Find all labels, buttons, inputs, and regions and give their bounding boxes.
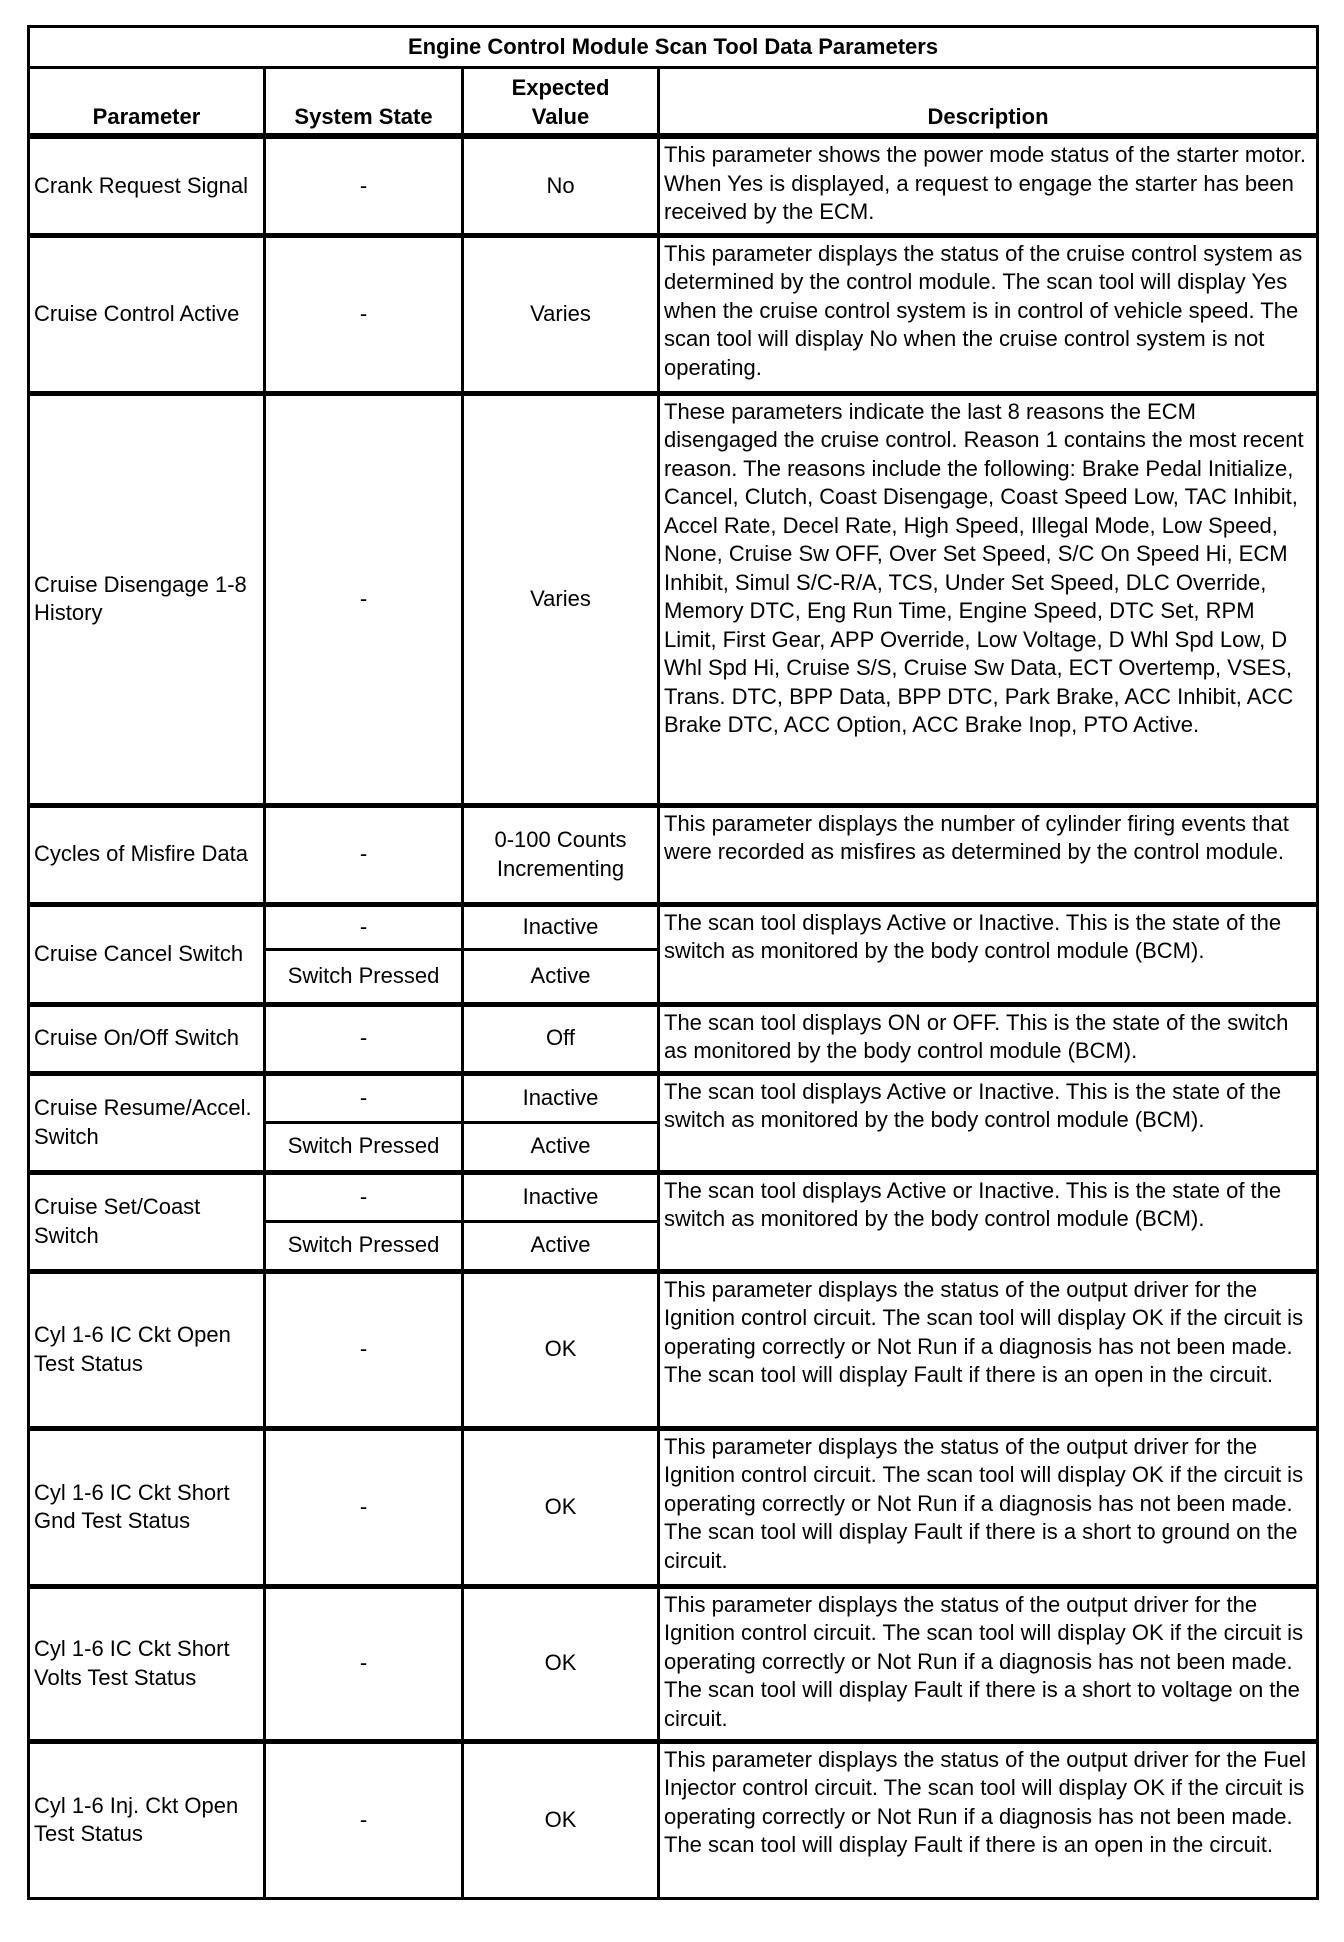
parameter-cell: Cycles of Misfire Data — [29, 805, 265, 904]
parameter-cell: Cyl 1-6 Inj. Ckt Open Test Status — [29, 1741, 265, 1898]
expected-value-cell: 0-100 Counts Incrementing — [463, 805, 659, 904]
system-state-cell: - — [265, 393, 463, 805]
description-cell: This parameter displays the status of the output driver for the Fuel Injector control circuit. The scan tool will display OK if the circuit is operating correctly or Not Run if a diagnosis has not been made. The scan tool will display Fault if there is an open in the circuit. — [659, 1741, 1318, 1898]
expected-value-cell: Inactive — [463, 1073, 659, 1122]
table-row — [29, 805, 1318, 904]
parameter-cell: Cruise Cancel Switch — [29, 904, 265, 1004]
description-cell: The scan tool displays Active or Inactive. This is the state of the switch as monitored by the body control module (BCM). — [659, 1073, 1318, 1172]
header-system-state: System State — [265, 68, 463, 137]
table-title: Engine Control Module Scan Tool Data Parameters — [29, 27, 1318, 68]
parameter-cell: Cruise Set/Coast Switch — [29, 1172, 265, 1271]
table-row — [29, 1172, 1318, 1221]
parameter-cell: Cruise On/Off Switch — [29, 1004, 265, 1073]
description-cell: This parameter displays the status of the output driver for the Ignition control circuit. The scan tool will display OK if the circuit is operating correctly or Not Run if a diagnosis has not been made. The scan tool will display Fault if there is a short to ground on the circuit. — [659, 1428, 1318, 1586]
description-cell: The scan tool displays Active or Inactive. This is the state of the switch as monitored by the body control module (BCM). — [659, 1172, 1318, 1271]
expected-value-cell: Off — [463, 1004, 659, 1073]
parameter-cell: Cyl 1-6 IC Ckt Short Volts Test Status — [29, 1586, 265, 1741]
system-state-cell: Switch Pressed — [265, 949, 463, 1004]
description-cell: This parameter displays the number of cylinder firing events that were recorded as misfires as determined by the control module. — [659, 805, 1318, 904]
expected-value-cell: OK — [463, 1586, 659, 1741]
parameter-cell: Cruise Disengage 1-8 History — [29, 393, 265, 805]
expected-value-cell: Inactive — [463, 1172, 659, 1221]
system-state-cell: - — [265, 1741, 463, 1898]
table-row — [29, 136, 1318, 235]
description-cell: These parameters indicate the last 8 reasons the ECM disengaged the cruise control. Reason 1 contains the most recent reason. The reasons include the following: Brake Pedal Initialize, Cancel, Clutch, Coast Disengage, Coast Speed Low, TAC Inhibit, Accel Rate, Decel Rate, High Speed, Illegal Mode, Low Speed, None, Cruise Sw OFF, Over Set Speed, S/C On Speed Hi, ECM Inhibit, Simul S/C-R/A, TCS, Under Set Speed, DLC Override, Memory DTC, Eng Run Time, Engine Speed, DTC Set, RPM Limit, First Gear, APP Override, Low Voltage, D Whl Spd Low, D Whl Spd Hi, Cruise S/S, Cruise Sw Data, ECT Overtemp, VSES, Trans. DTC, BPP Data, BPP DTC, Park Brake, ACC Inhibit, ACC Brake DTC, ACC Option, ACC Brake Inop, PTO Active. — [659, 393, 1318, 805]
system-state-cell: - — [265, 235, 463, 393]
description-cell: This parameter displays the status of the output driver for the Ignition control circuit. The scan tool will display OK if the circuit is operating correctly or Not Run if a diagnosis has not been made. The scan tool will display Fault if there is an open in the circuit. — [659, 1271, 1318, 1428]
parameter-cell: Cruise Resume/Accel. Switch — [29, 1073, 265, 1172]
system-state-cell: - — [265, 805, 463, 904]
table-row — [29, 1073, 1318, 1122]
system-state-cell: - — [265, 1428, 463, 1586]
table-row — [29, 1428, 1318, 1586]
table-row — [29, 393, 1318, 805]
system-state-cell: - — [265, 904, 463, 949]
table-row — [29, 1004, 1318, 1073]
table-row — [29, 235, 1318, 393]
table-row — [29, 1586, 1318, 1741]
system-state-cell: Switch Pressed — [265, 1221, 463, 1271]
header-expected-value: Expected Value — [463, 68, 659, 137]
description-cell: The scan tool displays Active or Inactive. This is the state of the switch as monitored by the body control module (BCM). — [659, 904, 1318, 1004]
description-cell: This parameter shows the power mode status of the starter motor. When Yes is displayed, a request to engage the starter has been received by the ECM. — [659, 136, 1318, 235]
system-state-cell: - — [265, 1586, 463, 1741]
description-cell: The scan tool displays ON or OFF. This is the state of the switch as monitored by the body control module (BCM). — [659, 1004, 1318, 1073]
system-state-cell: Switch Pressed — [265, 1122, 463, 1172]
expected-value-cell: Active — [463, 1122, 659, 1172]
system-state-cell: - — [265, 136, 463, 235]
expected-value-cell: Active — [463, 949, 659, 1004]
parameter-cell: Cyl 1-6 IC Ckt Open Test Status — [29, 1271, 265, 1428]
parameter-cell: Cruise Control Active — [29, 235, 265, 393]
system-state-cell: - — [265, 1271, 463, 1428]
table-row — [29, 904, 1318, 949]
expected-value-cell: Active — [463, 1221, 659, 1271]
expected-value-cell: OK — [463, 1271, 659, 1428]
expected-value-cell: Varies — [463, 235, 659, 393]
system-state-cell: - — [265, 1172, 463, 1221]
description-cell: This parameter displays the status of the output driver for the Ignition control circuit. The scan tool will display OK if the circuit is operating correctly or Not Run if a diagnosis has not been made. The scan tool will display Fault if there is a short to voltage on the circuit. — [659, 1586, 1318, 1741]
table-row — [29, 1741, 1318, 1898]
header-description: Description — [659, 68, 1318, 137]
expected-value-cell: OK — [463, 1741, 659, 1898]
parameter-cell: Cyl 1-6 IC Ckt Short Gnd Test Status — [29, 1428, 265, 1586]
expected-value-cell: OK — [463, 1428, 659, 1586]
system-state-cell: - — [265, 1004, 463, 1073]
table-row — [29, 1271, 1318, 1428]
description-cell: This parameter displays the status of the cruise control system as determined by the control module. The scan tool will display Yes when the cruise control system is in control of vehicle speed. The scan tool will display No when the cruise control system is not operating. — [659, 235, 1318, 393]
parameter-cell: Crank Request Signal — [29, 136, 265, 235]
header-parameter: Parameter — [29, 68, 265, 137]
system-state-cell: - — [265, 1073, 463, 1122]
expected-value-cell: Inactive — [463, 904, 659, 949]
expected-value-cell: No — [463, 136, 659, 235]
scan-tool-data-table — [27, 25, 1319, 1900]
expected-value-cell: Varies — [463, 393, 659, 805]
